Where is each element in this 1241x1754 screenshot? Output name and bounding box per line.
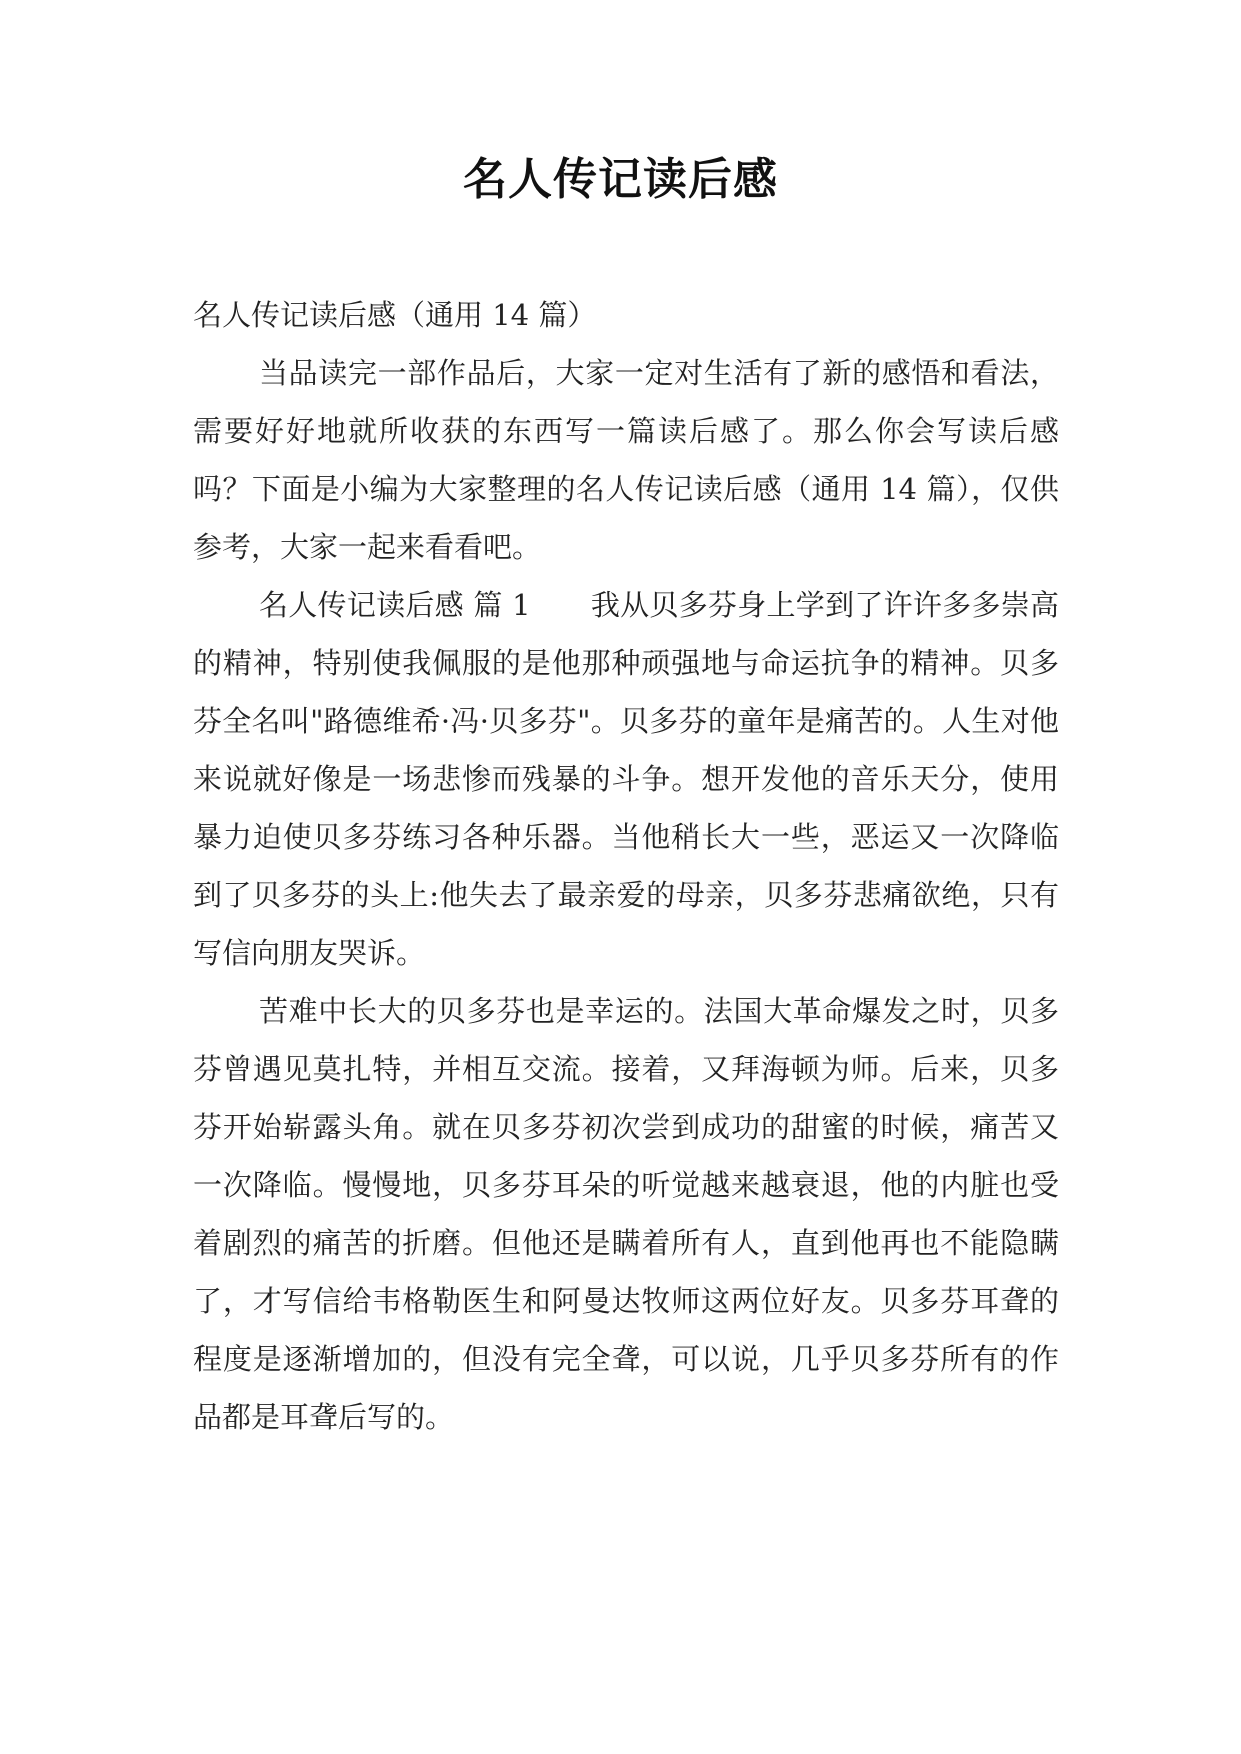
- section-heading: 名人传记读后感 篇 1: [259, 588, 531, 622]
- intro-paragraph: 当品读完一部作品后，大家一定对生活有了新的感悟和看法，需要好好地就所收获的东西写一篇读后感了。那么你会写读后感吗？下面是小编为大家整理的名人传记读后感（通用 14 篇），仅供参考，大家一起来看看吧。: [193, 356, 1059, 564]
- section-1-paragraph-2: 苦难中长大的贝多芬也是幸运的。法国大革命爆发之时，贝多芬曾遇见莫扎特，并相互交流。接着，又拜海顿为师。后来，贝多芬开始崭露头角。就在贝多芬初次尝到成功的甜蜜的时候，痛苦又一次降临。慢慢地，贝多芬耳朵的听觉越来越衰退，他的内脏也受着剧烈的痛苦的折磨。但他还是瞒着所有人，直到他再也不能隐瞒了，才写信给韦格勒医生和阿曼达牧师这两位好友。贝多芬耳聋的程度是逐渐增加的，但没有完全聋，可以说，几乎贝多芬所有的作品都是耳聋后写的。: [193, 994, 1059, 1434]
- section-1-paragraph: [193, 576, 1059, 982]
- document-title: 名人传记读后感: [463, 154, 778, 205]
- document-subtitle: 名人传记读后感（通用 14 篇）: [193, 298, 597, 332]
- document-body: [193, 286, 1059, 1446]
- section-1-text: 我从贝多芬身上学到了许许多多崇高的精神，特别使我佩服的是他那种顽强地与命运抗争的精神。贝多芬全名叫"路德维希·冯·贝多芬"。贝多芬的童年是痛苦的。人生对他来说就好像是一场悲惨而残暴的斗争。想开发他的音乐天分，使用暴力迫使贝多芬练习各种乐器。当他稍长大一些，恶运又一次降临到了贝多芬的头上:他失去了最亲爱的母亲，贝多芬悲痛欲绝，只有写信向朋友哭诉。: [193, 588, 1059, 970]
